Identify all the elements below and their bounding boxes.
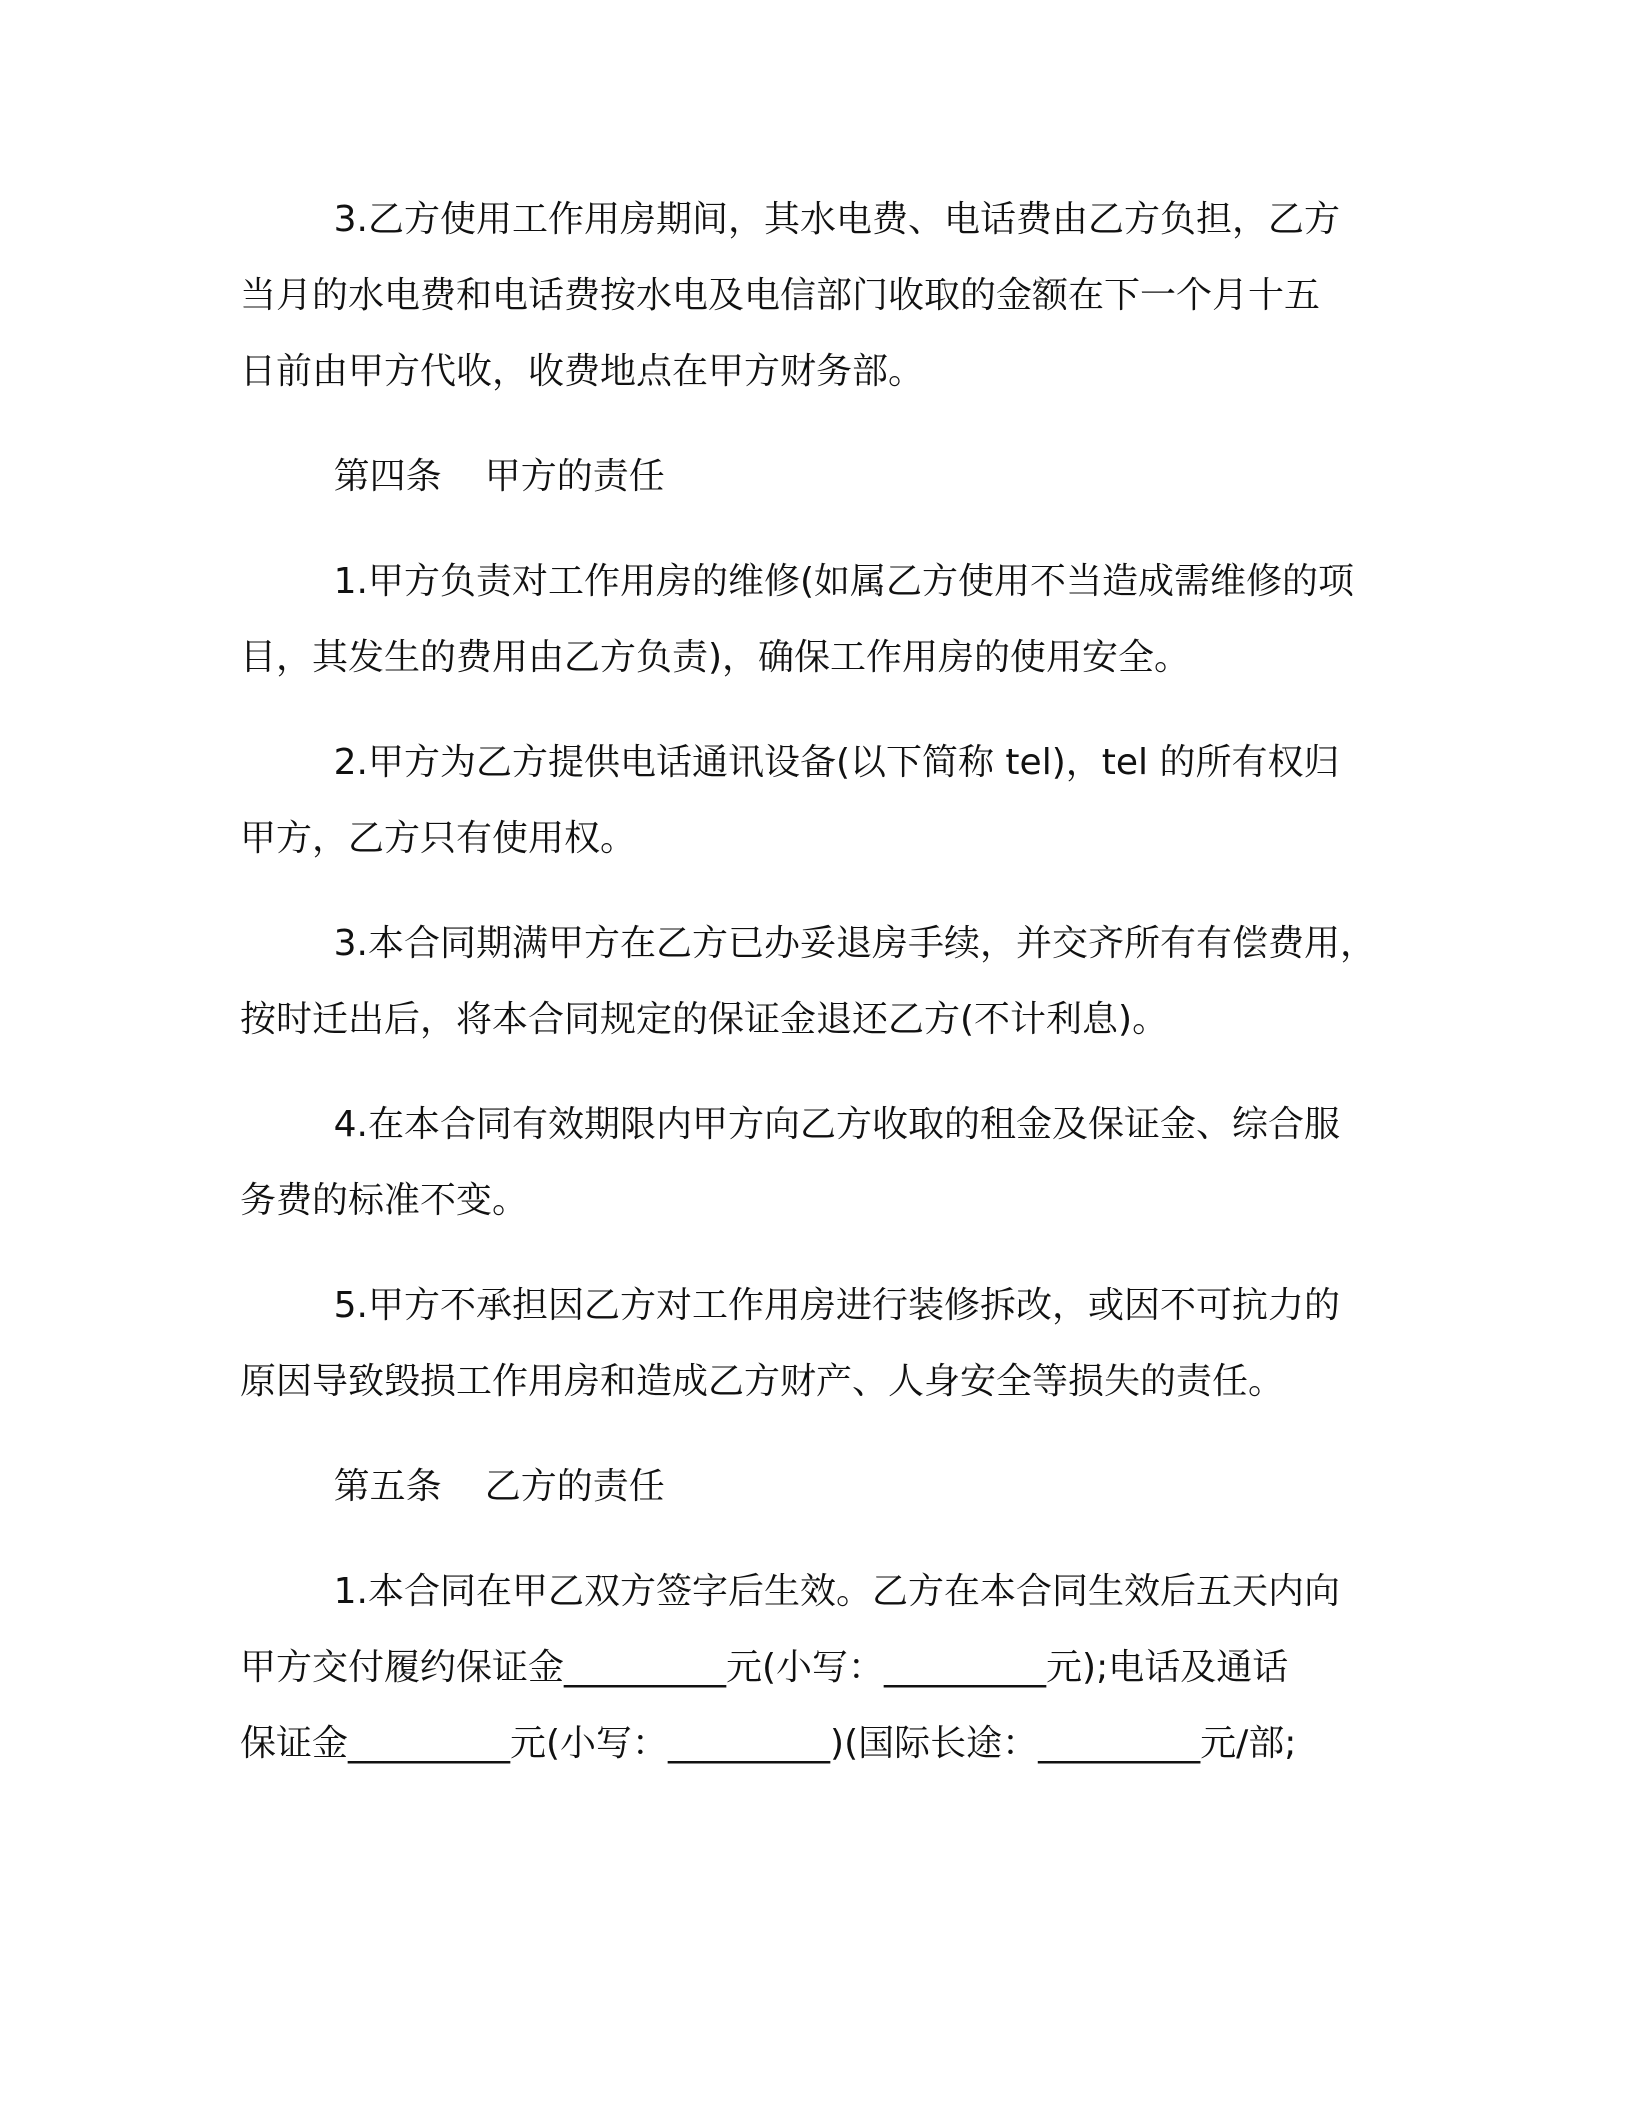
text-line: 按时迁出后，将本合同规定的保证金退还乙方(不计利息)。	[240, 999, 1169, 1040]
clause-4-2	[240, 725, 1400, 877]
article-4-heading	[240, 439, 1400, 515]
article-title: 甲方的责任	[484, 456, 665, 497]
text-line: 2.甲方为乙方提供电话通讯设备(以下简称 tel)，tel 的所有权归	[333, 742, 1340, 783]
article-number: 第五条	[333, 1466, 442, 1507]
clause-4-1	[240, 544, 1400, 696]
text-line: 保证金_________元(小写：_________)(国际长途：_________元/部;	[240, 1723, 1297, 1764]
text-line: 1.甲方负责对工作用房的维修(如属乙方使用不当造成需维修的项	[333, 561, 1354, 602]
text-line: 5.甲方不承担因乙方对工作用房进行装修拆改，或因不可抗力的	[333, 1285, 1340, 1326]
text-line: 甲方，乙方只有使用权。	[240, 818, 637, 859]
document-body	[240, 182, 1400, 1811]
text-line: 3.乙方使用工作用房期间，其水电费、电话费由乙方负担，乙方	[333, 199, 1340, 240]
text-line: 原因导致毁损工作用房和造成乙方财产、人身安全等损失的责任。	[240, 1361, 1285, 1402]
text-line: 日前由甲方代收，收费地点在甲方财务部。	[240, 351, 925, 392]
text-line: 甲方交付履约保证金_________元(小写：_________元);电话及通话	[240, 1647, 1289, 1688]
clause-3-3	[240, 182, 1400, 410]
text-line: 务费的标准不变。	[240, 1180, 529, 1221]
article-number: 第四条	[333, 456, 442, 497]
clause-5-1	[240, 1554, 1400, 1782]
article-title: 乙方的责任	[484, 1466, 665, 1507]
article-5-heading	[240, 1449, 1400, 1525]
clause-4-3	[240, 906, 1400, 1058]
text-line: 3.本合同期满甲方在乙方已办妥退房手续，并交齐所有有偿费用，	[333, 923, 1376, 964]
text-line: 目，其发生的费用由乙方负责)，确保工作用房的使用安全。	[240, 637, 1191, 678]
clause-4-5	[240, 1268, 1400, 1420]
clause-4-4	[240, 1087, 1400, 1239]
text-line: 4.在本合同有效期限内甲方向乙方收取的租金及保证金、综合服	[333, 1104, 1340, 1145]
text-line: 1.本合同在甲乙双方签字后生效。乙方在本合同生效后五天内向	[333, 1571, 1340, 1612]
text-line: 当月的水电费和电话费按水电及电信部门收取的金额在下一个月十五	[240, 275, 1321, 316]
